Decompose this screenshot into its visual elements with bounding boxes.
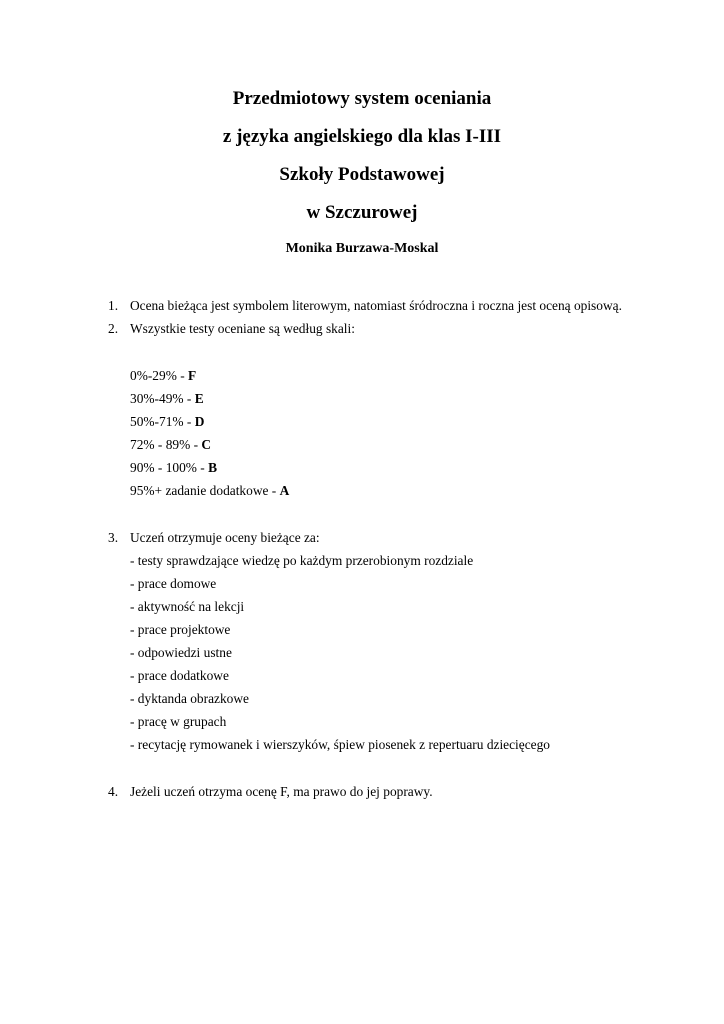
scale-row (130, 482, 289, 500)
list-item: - prace projektowe (130, 622, 231, 637)
scale-row (130, 367, 196, 385)
scale-row (130, 459, 217, 477)
list-item: - prace dodatkowe (130, 668, 229, 683)
scale-row (130, 436, 211, 454)
list-item: - testy sprawdzające wiedzę po każdym przerobionym rozdziale (130, 553, 474, 568)
item-text: Jeżeli uczeń otrzyma ocenę F, ma prawo do jej poprawy. (130, 784, 433, 799)
scale-grade: B (208, 460, 218, 475)
scale-range: 50%-71% - (130, 414, 195, 429)
scale-row (130, 390, 204, 408)
scale-grade: A (279, 483, 290, 498)
list-item: - prace domowe (130, 576, 217, 591)
title-line-1: Przedmiotowy system oceniania (232, 88, 492, 109)
scale-grade: E (194, 391, 204, 406)
scale-grade: C (201, 437, 212, 452)
scale-range: 30%-49% - (130, 391, 195, 406)
list-item: - aktywność na lekcji (130, 599, 245, 614)
item-text: Wszystkie testy oceniane są według skali: (130, 321, 355, 336)
item-text: Uczeń otrzymuje oceny bieżące za: (130, 530, 320, 545)
scale-range: 95%+ zadanie dodatkowe - (130, 483, 280, 498)
list-item: - recytację rymowanek i wierszyków, śpiew piosenek z repertuaru dziecięcego (130, 737, 550, 752)
item-number: 4. (108, 784, 119, 799)
list-item: - odpowiedzi ustne (130, 645, 232, 660)
title-line-3: Szkoły Podstawowej (279, 164, 445, 185)
item-text: Ocena bieżąca jest symbolem literowym, natomiast śródroczna i roczna jest oceną opisową. (130, 298, 622, 313)
list-item: - dyktanda obrazkowe (130, 691, 249, 706)
item-number: 2. (108, 321, 119, 336)
scale-range: 72% - 89% - (130, 437, 202, 452)
scale-range: 0%-29% - (130, 368, 189, 383)
scale-grade: F (188, 368, 197, 383)
title-line-4: w Szczurowej (306, 202, 418, 223)
scale-range: 90% - 100% - (130, 460, 209, 475)
title-line-2: z języka angielskiego dla klas I-III (222, 126, 502, 147)
list-item: - pracę w grupach (130, 714, 227, 729)
scale-grade: D (194, 414, 205, 429)
item-number: 1. (108, 298, 119, 313)
item-number: 3. (108, 530, 119, 545)
author-name: Monika Burzawa-Moskal (285, 241, 439, 256)
scale-row (130, 413, 204, 431)
